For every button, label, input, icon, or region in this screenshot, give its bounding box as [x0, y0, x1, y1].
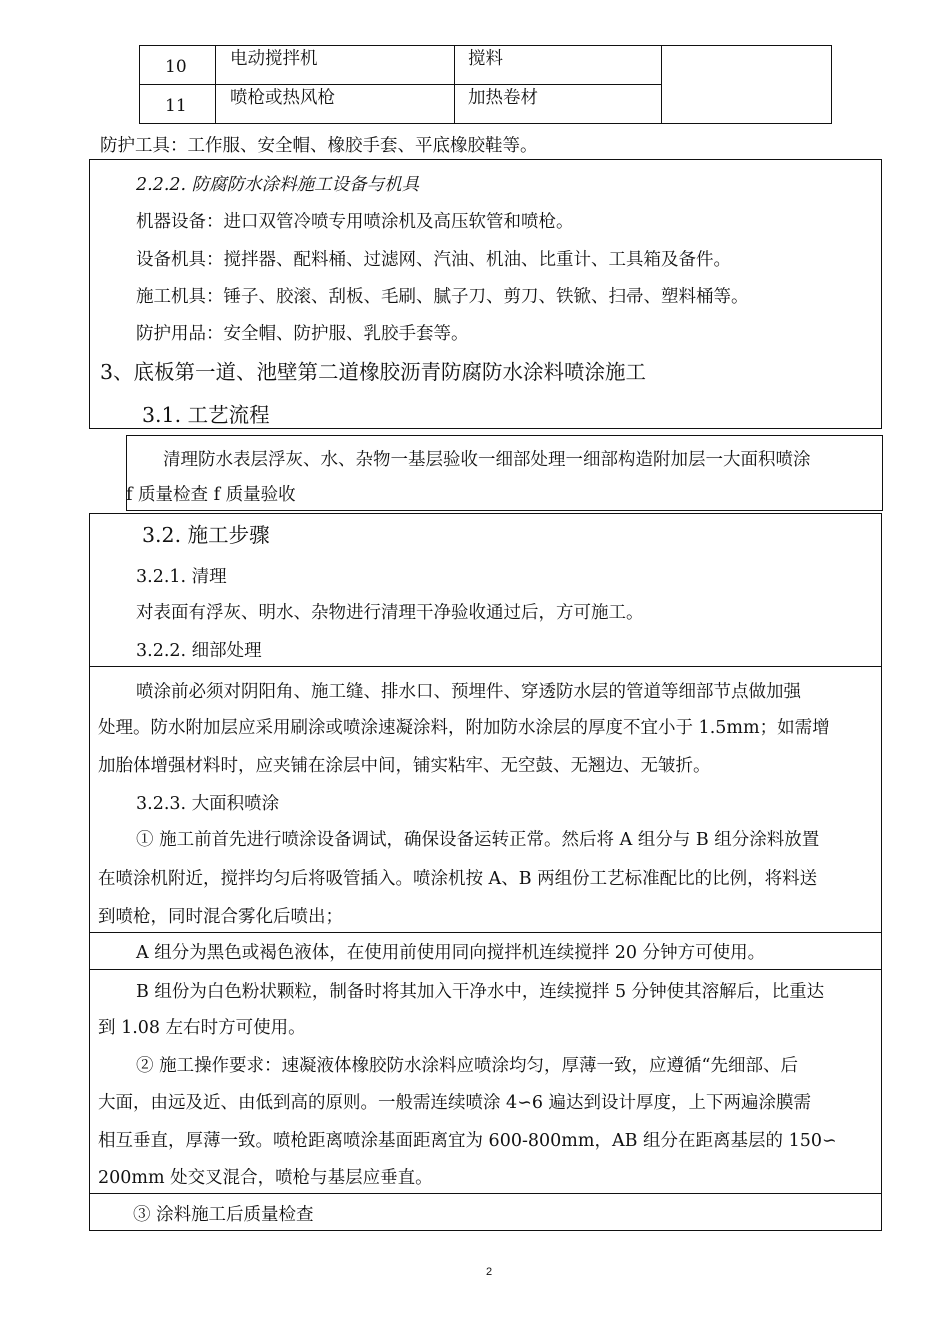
step2-line: 大面，由远及近、由低到高的原则。一般需连续喷涂 4∽6 遍达到设计厚度，上下两遍涂膜需 [98, 1093, 812, 1113]
a-component-text: A 组分为黑色或褐色液体，在使用前使用同向搅拌机连续搅拌 20 分钟方可使用。 [136, 943, 766, 963]
page-number: 2 [486, 1266, 493, 1278]
b-component-line: B 组份为白色粉状颗粒，制备时将其加入干净水中，连续搅拌 5 分钟使其溶解后，比重达 [136, 982, 825, 1002]
section-3-2-1-heading: 3.2.1. 清理 [136, 567, 227, 587]
process-flow-line: f 质量检查 f 质量验收 [126, 485, 296, 505]
detail-line: 处理。防水附加层应采用刷涂或喷涂速凝涂料，附加防水涂层的厚度不宜小于 1.5mm；如需增 [98, 718, 830, 738]
step2-line: 相互垂直，厚薄一致。喷枪距离喷涂基面距离宜为 600-800mm，AB 组分在距离基层的 150∽ [98, 1131, 837, 1151]
detail-line: 喷涂前必须对阴阳角、施工缝、排水口、预埋件、穿透防水层的管道等细部节点做加强 [136, 682, 801, 702]
table-row-use: 加热卷材 [468, 88, 538, 108]
equipment-line: 防护用品：安全帽、防护服、乳胶手套等。 [136, 324, 469, 344]
table-row-name: 喷枪或热风枪 [230, 88, 335, 108]
table-row-name: 电动搅拌机 [230, 49, 318, 69]
step2-line: 200mm 处交叉混合，喷枪与基层应垂直。 [98, 1168, 433, 1188]
step3-heading: ③ 涂料施工后质量检查 [133, 1205, 314, 1225]
equipment-line: 设备机具：搅拌器、配料桶、过滤网、汽油、机油、比重计、工具箱及备件。 [136, 250, 731, 270]
section-3-2-2-heading: 3.2.2. 细部处理 [136, 641, 262, 661]
section-3-2-heading: 3.2. 施工步骤 [142, 523, 270, 547]
section-2-2-2-heading: 2.2.2. 防腐防水涂料施工设备与机具 [136, 175, 420, 195]
section-3-2-1-text: 对表面有浮灰、明水、杂物进行清理干净验收通过后，方可施工。 [136, 603, 644, 623]
section-3-2-3-heading: 3.2.3. 大面积喷涂 [136, 794, 280, 814]
step1-line: ① 施工前首先进行喷涂设备调试，确保设备运转正常。然后将 A 组分与 B 组分涂料放置 [136, 830, 820, 850]
section-3-title: 3、底板第一道、池壁第二道橡胶沥青防腐防水涂料喷涂施工 [100, 360, 647, 384]
equipment-line: 机器设备：进口双管冷喷专用喷涂机及高压软管和喷枪。 [136, 212, 574, 232]
table-row-no: 10 [165, 57, 187, 77]
table-row-no: 11 [165, 96, 187, 116]
step1-line: 到喷枪，同时混合雾化后喷出； [98, 907, 343, 927]
step2-line: ② 施工操作要求：速凝液体橡胶防水涂料应喷涂均匀，厚薄一致，应遵循“先细部、后 [136, 1056, 799, 1076]
detail-line: 加胎体增强材料时，应夹铺在涂层中间，铺实粘牢、无空鼓、无翘边、无皱折。 [98, 756, 711, 776]
process-flow-line: 清理防水表层浮灰、水、杂物一基层验收一细部处理一细部构造附加层一大面积喷涂 [163, 450, 811, 470]
step1-line: 在喷涂机附近，搅拌均匀后将吸管插入。喷涂机按 A、B 两组份工艺标准配比的比例，将料送 [98, 869, 818, 889]
protective-tools-text: 防护工具：工作服、安全帽、橡胶手套、平底橡胶鞋等。 [100, 136, 538, 156]
table-row-use: 搅料 [468, 49, 503, 69]
section-3-1-heading: 3.1. 工艺流程 [142, 403, 270, 427]
b-component-line: 到 1.08 左右时方可使用。 [98, 1018, 306, 1038]
equipment-line: 施工机具：锤子、胶滚、刮板、毛刷、腻子刀、剪刀、铁锨、扫帚、塑料桶等。 [136, 287, 749, 307]
